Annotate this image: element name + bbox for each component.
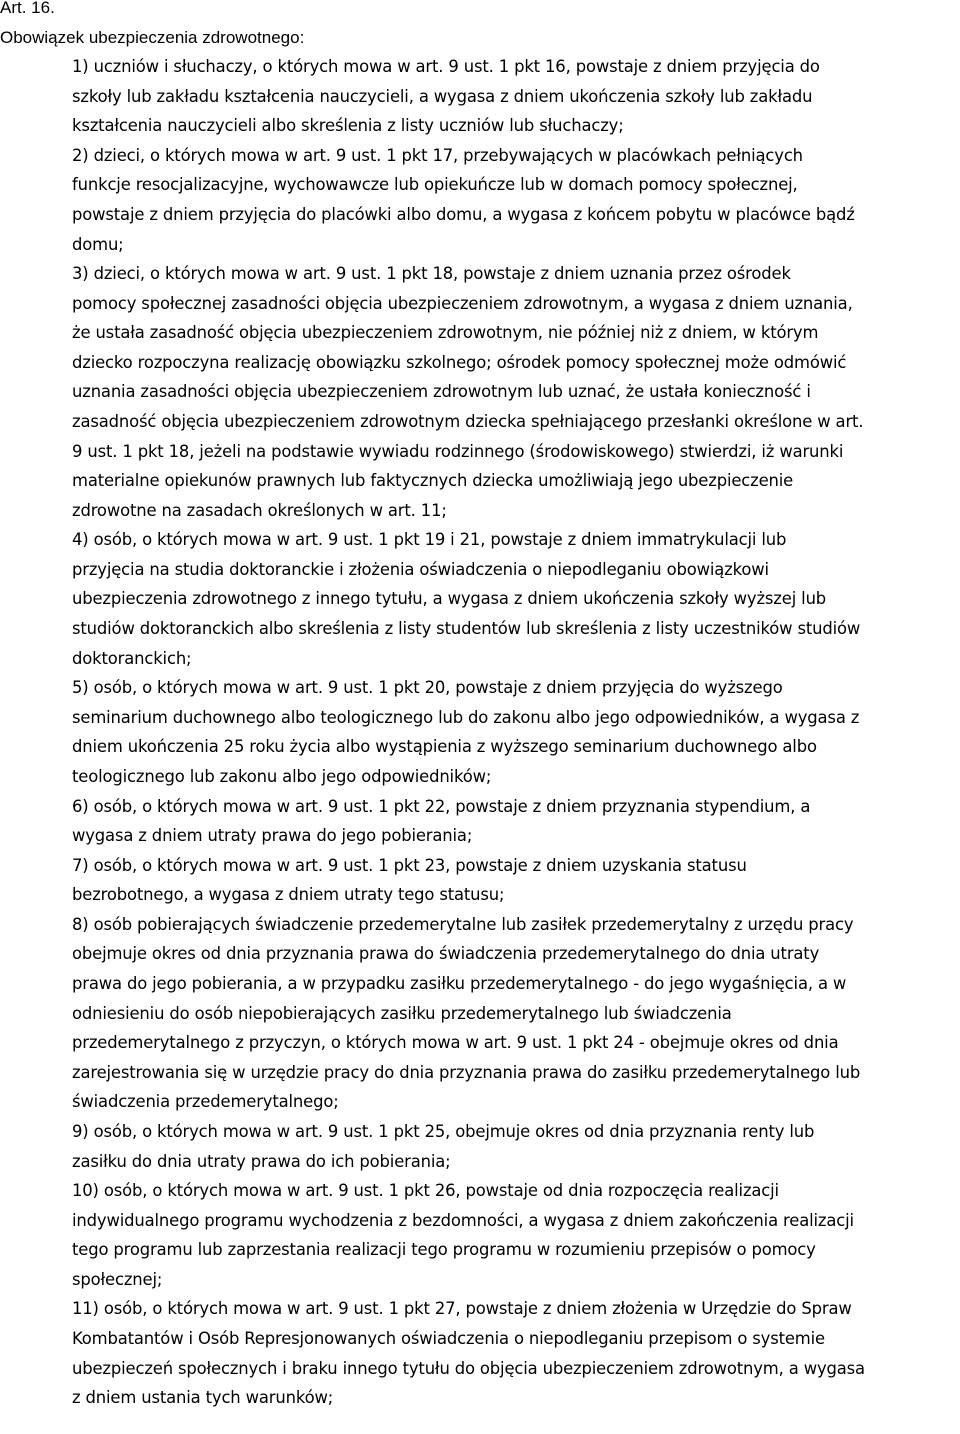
text-line: 9 ust. 1 pkt 18, jeżeli na podstawie wywiadu rodzinnego (środowiskowego) stwierdzi, iż warunki: [72, 441, 844, 461]
text-line: szkoły lub zakładu kształcenia nauczycieli, a wygasa z dniem ukończenia szkoły lub zakładu: [72, 86, 813, 106]
text-line: 6) osób, o których mowa w art. 9 ust. 1 pkt 22, powstaje z dniem przyznania stypendium, a: [72, 796, 811, 816]
text-line: doktoranckich;: [72, 648, 192, 668]
article-heading: Obowiązek ubezpieczenia zdrowotnego:: [0, 28, 305, 47]
text-line: materialne opiekunów prawnych lub faktycznych dziecka umożliwiają jego ubezpieczenie: [72, 471, 794, 491]
article-title: Art. 16.: [0, 0, 55, 17]
text-line: powstaje z dniem przyjęcia do placówki albo domu, a wygasa z końcem pobytu w placówce bądź: [72, 204, 855, 224]
text-line: odniesieniu do osób niepobierających zasiłku przedemerytalnego lub świadczenia: [72, 1003, 732, 1023]
text-line: funkcje resocjalizacyjne, wychowawcze lub opiekuńcze lub w domach pomocy społecznej,: [72, 175, 798, 195]
text-line: 2) dzieci, o których mowa w art. 9 ust. 1 pkt 17, przebywających w placówkach pełniących: [72, 145, 803, 165]
text-line: 7) osób, o których mowa w art. 9 ust. 1 pkt 23, powstaje z dniem uzyskania statusu: [72, 855, 747, 875]
text-line: ubezpieczeń społecznych i braku innego tytułu do objęcia ubezpieczeniem zdrowotnym, a wygasa: [72, 1358, 865, 1378]
text-line: świadczenia przedemerytalnego;: [72, 1092, 339, 1112]
text-line: zasiłku do dnia utraty prawa do ich pobierania;: [72, 1151, 451, 1171]
text-line: 9) osób, o których mowa w art. 9 ust. 1 pkt 25, obejmuje okres od dnia przyznania renty lub: [72, 1121, 815, 1141]
text-line: seminarium duchownego albo teologicznego lub do zakonu albo jego odpowiedników, a wygasa z: [72, 707, 860, 727]
text-line: domu;: [72, 234, 124, 254]
text-line: zarejestrowania się w urzędzie pracy do dnia przyznania prawa do zasiłku przedemerytalnego lub: [72, 1062, 861, 1082]
text-line: obejmuje okres od dnia przyznania prawa do świadczenia przedemerytalnego do dnia utraty: [72, 944, 820, 964]
text-line: z dniem ustania tych warunków;: [72, 1388, 334, 1408]
text-line: uznania zasadności objęcia ubezpieczeniem zdrowotnym lub uznać, że ustała konieczność i: [72, 382, 811, 402]
text-line: 3) dzieci, o których mowa w art. 9 ust. 1 pkt 18, powstaje z dniem uznania przez ośrodek: [72, 264, 791, 284]
text-line: 4) osób, o których mowa w art. 9 ust. 1 pkt 19 i 21, powstaje z dniem immatrykulacji lub: [72, 530, 787, 550]
text-line: 1) uczniów i słuchaczy, o których mowa w art. 9 ust. 1 pkt 16, powstaje z dniem przyjęcia do: [72, 57, 820, 76]
text-line: zdrowotne na zasadach określonych w art. 11;: [72, 500, 447, 520]
text-line: społecznej;: [72, 1269, 163, 1289]
text-line: zasadność objęcia ubezpieczeniem zdrowotnym dziecka spełniającego przesłanki określone w art.: [72, 412, 864, 431]
text-line: ubezpieczenia zdrowotnego z innego tytułu, a wygasa z dniem ukończenia szkoły wyższej lub: [72, 589, 827, 609]
text-line: przyjęcia na studia doktoranckie i złożenia oświadczenia o niepodleganiu obowiązkowi: [72, 559, 769, 579]
text-line: 5) osób, o których mowa w art. 9 ust. 1 pkt 20, powstaje z dniem przyjęcia do wyższego: [72, 678, 783, 698]
text-line: Kombatantów i Osób Represjonowanych oświadczenia o niepodleganiu przepisom o systemie: [72, 1328, 825, 1348]
text-line: prawa do jego pobierania, a w przypadku zasiłku przedemerytalnego - do jego wygaśnięcia, a w: [72, 974, 847, 993]
text-line: studiów doktoranckich albo skreślenia z listy studentów lub skreślenia z listy uczestników studiów: [72, 619, 861, 638]
text-line: kształcenia nauczycieli albo skreślenia z listy uczniów lub słuchaczy;: [72, 116, 624, 136]
text-line: teologicznego lub zakonu albo jego odpowiedników;: [72, 766, 492, 786]
text-line: przedemerytalnego z przyczyn, o których mowa w art. 9 ust. 1 pkt 24 - obejmuje okres od dnia: [72, 1033, 839, 1053]
text-line: indywidualnego programu wychodzenia z bezdomności, a wygasa z dniem zakończenia realizacji: [72, 1210, 854, 1230]
text-line: 11) osób, o których mowa w art. 9 ust. 1 pkt 27, powstaje z dniem złożenia w Urzędzie do Spraw: [72, 1299, 852, 1319]
text-line: wygasa z dniem utraty prawa do jego pobierania;: [72, 826, 473, 846]
text-line: bezrobotnego, a wygasa z dniem utraty tego statusu;: [72, 885, 505, 905]
text-line: dziecko rozpoczyna realizację obowiązku szkolnego; ośrodek pomocy społecznej może odmówić: [72, 352, 847, 372]
text-line: dniem ukończenia 25 roku życia albo wystąpienia z wyższego seminarium duchownego albo: [72, 737, 817, 757]
text-line: tego programu lub zaprzestania realizacji tego programu w rozumieniu przepisów o pomocy: [72, 1240, 816, 1260]
text-line: 10) osób, o których mowa w art. 9 ust. 1 pkt 26, powstaje od dnia rozpoczęcia realizacji: [72, 1181, 779, 1200]
text-line: 8) osób pobierających świadczenie przedemerytalne lub zasiłek przedemerytalny z urzędu pracy: [72, 914, 854, 934]
text-line: pomocy społecznej zasadności objęcia ubezpieczeniem zdrowotnym, a wygasa z dniem uznania,: [72, 293, 853, 313]
text-line: że ustała zasadność objęcia ubezpieczeniem zdrowotnym, nie później niż z dniem, w którym: [72, 323, 819, 343]
